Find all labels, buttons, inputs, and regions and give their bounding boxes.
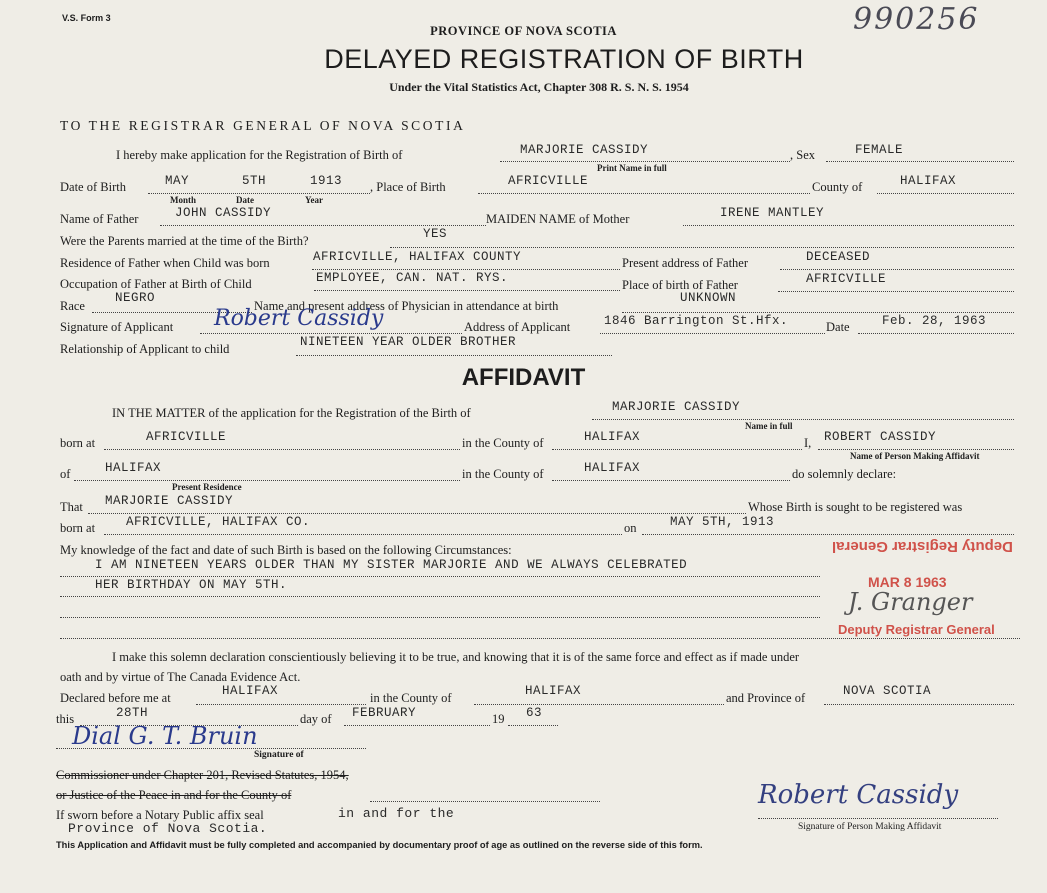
label-in-county: in the County of	[462, 436, 544, 450]
label-signature-person-affidavit: Signature of Person Making Affidavit	[798, 822, 942, 832]
commissioner-typed-1: in and for the	[338, 806, 455, 821]
place-of-birth: AFRICVILLE	[508, 174, 589, 188]
addressee: TO THE REGISTRAR GENERAL OF NOVA SCOTIA	[60, 118, 466, 133]
declared-year: 63	[526, 706, 543, 720]
declared-at-value: HALIFAX	[222, 684, 279, 698]
label-matter: IN THE MATTER of the application for the Registration of the Birth of	[112, 406, 471, 420]
sex-value: FEMALE	[855, 143, 904, 157]
father-occupation: EMPLOYEE, CAN. NAT. RYS.	[316, 271, 509, 285]
label-father-birthplace: Place of birth of Father	[622, 278, 738, 292]
label-on: on	[624, 521, 637, 535]
label-in-county-3: in the County of	[370, 691, 452, 705]
label-knowledge: My knowledge of the fact and date of such Birth is based on the following Circumstances:	[60, 543, 512, 557]
label-physician: Name and present address of Physician in attendance at birth	[254, 299, 559, 313]
affiant-name: ROBERT CASSIDY	[824, 430, 937, 444]
solemn-declaration-1: I make this solemn declaration conscientiously believing it to be true, and knowing that it is of the same force and effect as if made under	[112, 650, 800, 664]
child-name: MARJORIE CASSIDY	[520, 143, 649, 157]
applicant-address: 1846 Barrington St.Hfx.	[604, 314, 789, 328]
label-place-of-birth: , Place of Birth	[370, 180, 446, 194]
province-heading: PROVINCE OF NOVA SCOTIA	[430, 24, 617, 38]
application-date: Feb. 28, 1963	[882, 314, 987, 328]
dob-year: 1913	[310, 174, 343, 188]
born-on-value: MAY 5TH, 1913	[670, 515, 775, 529]
father-birthplace: AFRICVILLE	[806, 272, 887, 286]
applicant-signature: Robert Cassidy	[214, 306, 384, 331]
label-year: Year	[305, 195, 323, 205]
form-number: V.S. Form 3	[62, 13, 111, 23]
province-value: NOVA SCOTIA	[843, 684, 932, 698]
label-born-at-2: born at	[60, 521, 96, 535]
born-at-value: AFRICVILLE	[146, 430, 227, 444]
label-of: of	[60, 467, 71, 481]
label-province: and Province of	[726, 691, 806, 705]
county-value-2: HALIFAX	[584, 461, 641, 475]
commissioner-line-2: or Justice of the Peace in and for the County of	[56, 788, 292, 802]
registrar-stamp-date: MAR 8 1963	[868, 574, 947, 590]
registrar-stamp-top: Deputy Registrar General	[832, 538, 1013, 555]
label-residence-father: Residence of Father when Child was born	[60, 256, 270, 270]
label-father: Name of Father	[60, 212, 139, 226]
label-address-applicant: Address of Applicant	[464, 320, 571, 334]
race-value: NEGRO	[115, 291, 156, 305]
form-subtitle: Under the Vital Statistics Act, Chapter 308 R. S. N. S. 1954	[389, 80, 689, 94]
label-signature-applicant: Signature of Applicant	[60, 320, 174, 334]
label-whose-birth: Whose Birth is sought to be registered was	[748, 500, 963, 514]
solemn-declaration-2: oath and by virtue of The Canada Evidence Act.	[60, 670, 301, 684]
label-born-at: born at	[60, 436, 96, 450]
registrar-initial-signature: J. Granger	[848, 588, 973, 616]
file-number: 990256	[853, 2, 980, 37]
label-present-address-father: Present address of Father	[622, 256, 749, 270]
declared-month: FEBRUARY	[352, 706, 417, 720]
form-title: DELAYED REGISTRATION OF BIRTH	[324, 44, 804, 74]
father-name: JOHN CASSIDY	[175, 206, 272, 220]
label-date: Date	[826, 320, 850, 334]
born-at-value-2: AFRICVILLE, HALIFAX CO.	[126, 515, 311, 529]
label-sex: , Sex	[790, 148, 815, 162]
label-in-county-2: in the County of	[462, 467, 544, 481]
label-signature-of: Signature of	[254, 750, 304, 760]
label-occupation: Occupation of Father at Birth of Child	[60, 277, 252, 291]
circumstances-line-2: HER BIRTHDAY ON MAY 5TH.	[95, 578, 288, 592]
affidavit-child-name: MARJORIE CASSIDY	[612, 400, 741, 414]
label-relationship: Relationship of Applicant to child	[60, 342, 230, 356]
label-name-in-full: Name in full	[745, 421, 793, 431]
label-date-small: Date	[236, 195, 254, 205]
label-day-of: day of	[300, 712, 332, 726]
label-date-of-birth: Date of Birth	[60, 180, 126, 194]
dob-date: 5TH	[242, 174, 267, 188]
label-print-name: Print Name in full	[597, 163, 667, 173]
county-value-1: HALIFAX	[584, 430, 641, 444]
label-declared-before: Declared before me at	[60, 691, 171, 705]
commissioner-signature: Dial G. T. Bruin	[72, 722, 258, 750]
affidavit-title: AFFIDAVIT	[461, 364, 586, 391]
commissioner-line-1: Commissioner under Chapter 201, Revised Statutes, 1954,	[56, 768, 349, 782]
label-application-intro: I hereby make application for the Registration of Birth of	[116, 148, 403, 162]
label-this: this	[56, 712, 75, 726]
registrar-stamp-bottom: Deputy Registrar General	[838, 622, 995, 637]
label-person-making-affidavit: Name of Person Making Affidavit	[850, 451, 980, 461]
label-race: Race	[60, 299, 85, 313]
commissioner-typed-2: Province of Nova Scotia.	[68, 821, 268, 836]
label-month: Month	[170, 195, 197, 205]
label-county: County of	[812, 180, 863, 194]
commissioner-line-3: If sworn before a Notary Public affix seal	[56, 808, 264, 822]
label-solemnly-declare: do solemnly declare:	[792, 467, 897, 481]
county-value-3: HALIFAX	[525, 684, 582, 698]
dob-month: MAY	[165, 174, 190, 188]
footer-note: This Application and Affidavit must be fully completed and accompanied by documentary proof of age as outlined on the reverse side of this form.	[56, 840, 703, 850]
parents-married-value: YES	[423, 227, 448, 241]
label-present-residence: Present Residence	[172, 482, 242, 492]
affiant-signature: Robert Cassidy	[758, 780, 959, 810]
county-value: HALIFAX	[900, 174, 957, 188]
label-i: I,	[804, 436, 812, 450]
residence-father: AFRICVILLE, HALIFAX COUNTY	[313, 250, 522, 264]
circumstances-line-1: I AM NINETEEN YEARS OLDER THAN MY SISTER MARJORIE AND WE ALWAYS CELEBRATED	[95, 558, 688, 572]
mother-maiden-name: IRENE MANTLEY	[720, 206, 825, 220]
affiant-residence: HALIFAX	[105, 461, 162, 475]
relationship-value: NINETEEN YEAR OLDER BROTHER	[300, 335, 517, 349]
physician-value: UNKNOWN	[680, 291, 737, 305]
label-19: 19	[492, 712, 505, 726]
label-parents-married: Were the Parents married at the time of the Birth?	[60, 234, 309, 248]
declared-day: 28TH	[116, 706, 149, 720]
present-address-father: DECEASED	[806, 250, 871, 264]
label-that: That	[60, 500, 83, 514]
that-name: MARJORIE CASSIDY	[105, 494, 234, 508]
label-maiden-name: MAIDEN NAME of Mother	[486, 212, 630, 226]
